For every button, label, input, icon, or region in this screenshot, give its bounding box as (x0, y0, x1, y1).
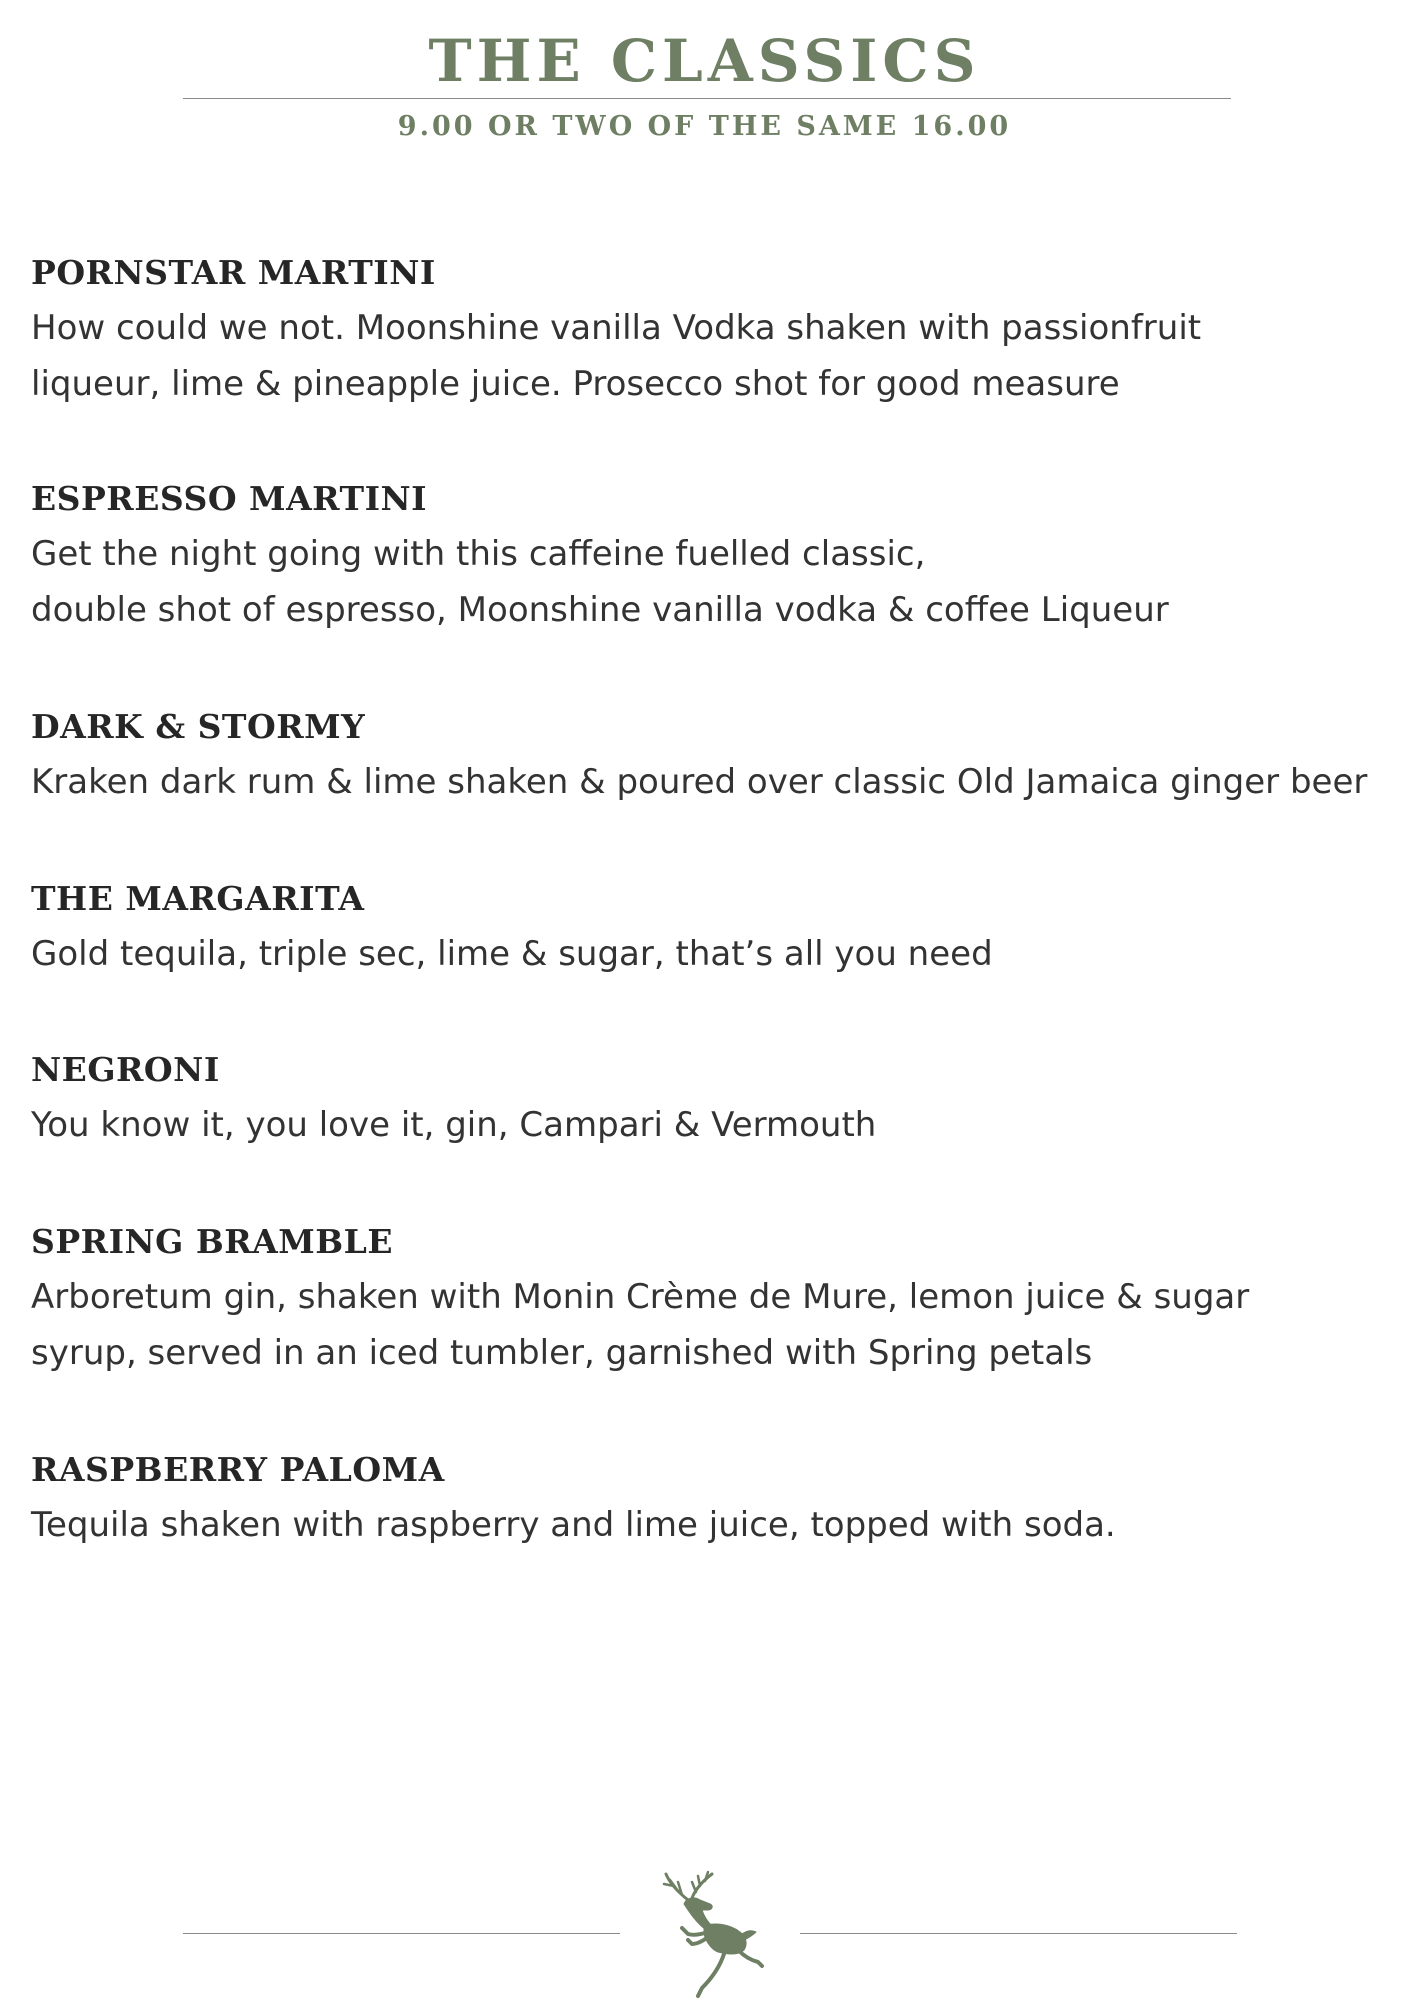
item-description-line: Arboretum gin, shaken with Monin Crème de Mure, lemon juice & sugar (31, 1277, 1250, 1317)
menu-item-dark-and-stormy (31, 702, 1391, 810)
menu-item-raspberry-paloma (31, 1445, 1391, 1553)
item-description (31, 1097, 1391, 1153)
item-description-line: double shot of espresso, Moonshine vanilla vodka & coffee Liqueur (31, 590, 1169, 630)
item-name: NEGRONI (31, 1050, 220, 1089)
item-description (31, 526, 1391, 638)
item-description (31, 754, 1391, 810)
item-name: ESPRESSO MARTINI (31, 479, 428, 518)
footer-divider-left (183, 1933, 620, 1934)
item-description-line: syrup, served in an iced tumbler, garnished with Spring petals (31, 1333, 1093, 1373)
item-description (31, 300, 1391, 412)
item-name: DARK & STORMY (31, 707, 366, 746)
item-description-line: Get the night going with this caffeine fuelled classic, (31, 534, 926, 574)
footer-divider-right (800, 1933, 1237, 1934)
item-description-line: Gold tequila, triple sec, lime & sugar, that’s all you need (31, 934, 993, 974)
item-description (31, 1269, 1391, 1381)
item-name: RASPBERRY PALOMA (31, 1450, 445, 1489)
menu-item-negroni (31, 1045, 1391, 1153)
stag-icon (648, 1870, 766, 2000)
item-description (31, 926, 1391, 982)
item-description-line: liqueur, lime & pineapple juice. Prosecco shot for good measure (31, 364, 1120, 404)
item-name: SPRING BRAMBLE (31, 1222, 394, 1261)
page-title: THE CLASSICS (428, 27, 981, 95)
item-name: THE MARGARITA (31, 879, 365, 918)
item-description (31, 1497, 1391, 1553)
page-footer (0, 1860, 1409, 2000)
item-description-line: Kraken dark rum & lime shaken & poured over classic Old Jamaica ginger beer (31, 762, 1368, 802)
item-description-line: How could we not. Moonshine vanilla Vodka shaken with passionfruit (31, 308, 1202, 348)
header-divider (183, 98, 1231, 99)
menu-item-espresso-martini (31, 474, 1391, 638)
item-description-line: Tequila shaken with raspberry and lime juice, topped with soda. (31, 1505, 1116, 1545)
menu-item-pornstar-martini (31, 248, 1391, 412)
menu-item-the-margarita (31, 874, 1391, 982)
price-line: 9.00 OR TWO OF THE SAME 16.00 (397, 111, 1012, 142)
item-description-line: You know it, you love it, gin, Campari & Vermouth (31, 1105, 877, 1145)
menu-item-spring-bramble (31, 1217, 1391, 1381)
item-name: PORNSTAR MARTINI (31, 253, 436, 292)
